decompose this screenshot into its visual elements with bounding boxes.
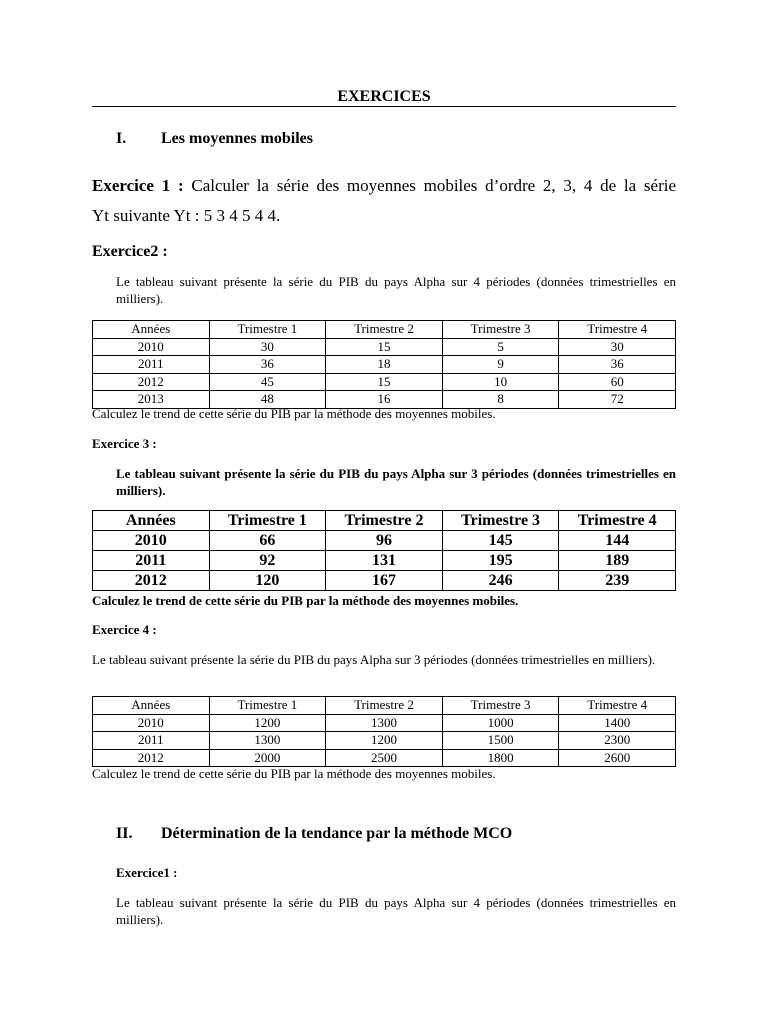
- table-cell: 1300: [326, 714, 443, 732]
- table-cell: 36: [209, 356, 326, 374]
- table-cell: 2012: [93, 749, 210, 767]
- table-cell: 2010: [93, 338, 210, 356]
- table-header-cell: Trimestre 4: [559, 697, 676, 715]
- table-cell: 8: [442, 391, 559, 409]
- table-cell: 9: [442, 356, 559, 374]
- table-cell: 2300: [559, 732, 676, 750]
- table-cell: 60: [559, 373, 676, 391]
- table-header-cell: Années: [93, 321, 210, 339]
- exercise-3-table: [92, 510, 676, 591]
- table-cell: 120: [209, 571, 326, 591]
- table-header-cell: Trimestre 1: [209, 321, 326, 339]
- table-row: [93, 571, 676, 591]
- table-cell: 144: [559, 531, 676, 551]
- table-cell: 2011: [93, 551, 210, 571]
- table-header-cell: Trimestre 4: [559, 321, 676, 339]
- table-header-cell: Trimestre 2: [326, 697, 443, 715]
- table-cell: 15: [326, 373, 443, 391]
- exercise-1-text-line-1: Calculer la série des moyennes mobiles d’ordre 2, 3, 4 de la série: [191, 176, 677, 195]
- section-2-title: Détermination de la tendance par la méthode MCO: [161, 825, 513, 842]
- table-cell: 16: [326, 391, 443, 409]
- table-row: [93, 714, 676, 732]
- table-header-cell: Années: [93, 697, 210, 715]
- table-cell: 15: [326, 338, 443, 356]
- table-header-cell: Trimestre 3: [442, 321, 559, 339]
- table-header-cell: Trimestre 3: [442, 511, 559, 531]
- table-cell: 1200: [326, 732, 443, 750]
- table-cell: 48: [209, 391, 326, 409]
- table-header-row: [93, 697, 676, 715]
- table-cell: 131: [326, 551, 443, 571]
- exercise-4-intro: Le tableau suivant présente la série du PIB du pays Alpha sur 3 périodes (données trimestrielles en milliers).: [92, 652, 656, 667]
- table-row: [93, 749, 676, 767]
- table-cell: 239: [559, 571, 676, 591]
- table-cell: 167: [326, 571, 443, 591]
- exercise-1-line-1: [92, 171, 676, 201]
- table-cell: 1400: [559, 714, 676, 732]
- table-cell: 195: [442, 551, 559, 571]
- exercise-3-label: Exercice 3 :: [92, 436, 157, 451]
- table-cell: 1800: [442, 749, 559, 767]
- title-divider: [92, 106, 676, 107]
- exercise-1-label: Exercice 1 :: [92, 176, 184, 195]
- table-cell: 2013: [93, 391, 210, 409]
- table-cell: 2500: [326, 749, 443, 767]
- table-row: [93, 732, 676, 750]
- section-2-exercise-1-label: Exercice1 :: [116, 865, 178, 880]
- table-header-cell: Années: [93, 511, 210, 531]
- table-cell: 145: [442, 531, 559, 551]
- table-cell: 30: [559, 338, 676, 356]
- exercise-1: [92, 171, 676, 231]
- table-cell: 189: [559, 551, 676, 571]
- exercise-3-intro: Le tableau suivant présente la série du PIB du pays Alpha sur 3 périodes (données trimestrielles en milliers).: [116, 466, 676, 498]
- table-cell: 1500: [442, 732, 559, 750]
- exercise-3-question: Calculez le trend de cette série du PIB par la méthode des moyennes mobiles.: [92, 593, 519, 608]
- table-header-cell: Trimestre 4: [559, 511, 676, 531]
- table-cell: 45: [209, 373, 326, 391]
- section-1-title: Les moyennes mobiles: [161, 130, 313, 147]
- exercise-2-intro: Le tableau suivant présente la série du PIB du pays Alpha sur 4 périodes (données trimestrielles en milliers).: [116, 274, 676, 306]
- table-cell: 2011: [93, 356, 210, 374]
- table-header-row: [93, 321, 676, 339]
- exercise-4-table: [92, 696, 676, 767]
- exercise-2-label: Exercice2 :: [92, 243, 168, 260]
- table-cell: 2011: [93, 732, 210, 750]
- section-1-number: I.: [116, 130, 127, 147]
- table-header-cell: Trimestre 1: [209, 697, 326, 715]
- table-cell: 2012: [93, 571, 210, 591]
- table-header-cell: Trimestre 2: [326, 321, 443, 339]
- table-cell: 92: [209, 551, 326, 571]
- table-row: [93, 551, 676, 571]
- table-cell: 5: [442, 338, 559, 356]
- exercise-4-question: Calculez le trend de cette série du PIB par la méthode des moyennes mobiles.: [92, 766, 496, 781]
- table-row: [93, 338, 676, 356]
- exercise-2-question: Calculez le trend de cette série du PIB par la méthode des moyennes mobiles.: [92, 406, 496, 421]
- table-cell: 30: [209, 338, 326, 356]
- table-cell: 2010: [93, 531, 210, 551]
- table-cell: 1300: [209, 732, 326, 750]
- table-cell: 2600: [559, 749, 676, 767]
- table-cell: 10: [442, 373, 559, 391]
- table-header-cell: Trimestre 1: [209, 511, 326, 531]
- table-cell: 2010: [93, 714, 210, 732]
- table-row: [93, 356, 676, 374]
- exercise-1-line-2: Yt suivante Yt : 5 3 4 5 4 4.: [92, 206, 281, 225]
- table-cell: 66: [209, 531, 326, 551]
- table-cell: 1000: [442, 714, 559, 732]
- table-header-cell: Trimestre 3: [442, 697, 559, 715]
- table-cell: 18: [326, 356, 443, 374]
- table-cell: 1200: [209, 714, 326, 732]
- page-title: EXERCICES: [337, 88, 431, 105]
- table-header-row: [93, 511, 676, 531]
- table-row: [93, 373, 676, 391]
- table-row: [93, 531, 676, 551]
- section-2-number: II.: [116, 825, 133, 842]
- table-cell: 96: [326, 531, 443, 551]
- table-cell: 72: [559, 391, 676, 409]
- exercise-4-label: Exercice 4 :: [92, 622, 157, 637]
- table-cell: 2012: [93, 373, 210, 391]
- exercise-2-table: [92, 320, 676, 409]
- table-cell: 246: [442, 571, 559, 591]
- table-cell: 2000: [209, 749, 326, 767]
- table-header-cell: Trimestre 2: [326, 511, 443, 531]
- table-cell: 36: [559, 356, 676, 374]
- section-2-exercise-1-intro: Le tableau suivant présente la série du PIB du pays Alpha sur 4 périodes (données trimestrielles en milliers).: [116, 895, 676, 927]
